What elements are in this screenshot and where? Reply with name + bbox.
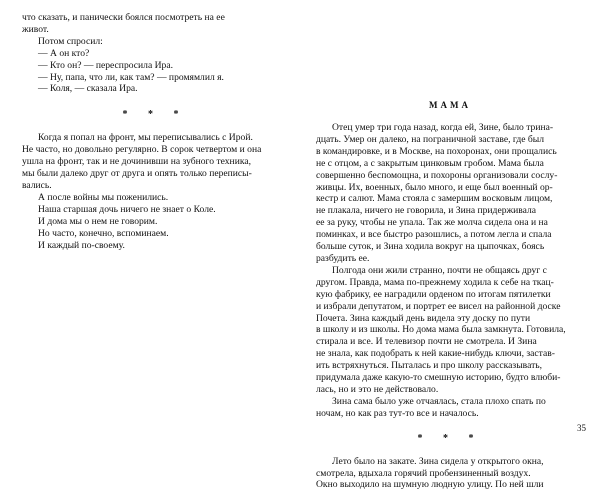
text-line: вались. (22, 179, 52, 191)
dialogue-line: — Кто он? — переспросила Ира. (38, 59, 173, 71)
left-page (0, 0, 300, 443)
text-line: разбудить ее. (316, 252, 370, 264)
text-line: стирала и все. И телевизор почти не смотрела. И Зина (316, 336, 537, 348)
section-separator: * * * (417, 432, 483, 444)
text-line: и избрали депутатом, и портрет ее висел на районной доске (316, 300, 561, 312)
text-line: Почета. Зина каждый день видела эту доску по пути (316, 312, 531, 324)
text-line: Не часто, но довольно регулярно. В сорок четвертом и она (22, 144, 262, 156)
text-line: другом. Правда, мама по-прежнему ходила к себе на ткац- (316, 276, 554, 288)
text-line: в школу и из школы. Но дома мама была замкнута. Готовила, (316, 324, 566, 336)
dialogue-line: — А он кто? (38, 47, 90, 59)
text-line: Но часто, конечно, вспоминаем. (38, 227, 169, 239)
text-line: Наша старшая дочь ничего не знает о Коле. (38, 203, 216, 215)
text-line: ее за руку, чтобы не упала. Так же молча сидела она и на (316, 217, 548, 229)
text-line: Отец умер три года назад, когда ей, Зине, было трина- (332, 122, 554, 133)
text-line: в командировке, и в Москве, на похоронах, они прощались (316, 145, 557, 157)
text-line: поминках, и все быстро разошлись, а потом легла и спала (316, 229, 552, 241)
text-line: совершенно беспомощна, и похороны организовали сослу- (316, 169, 558, 181)
dialogue-line: — Ну, папа, что ли, как там? — промямлил я. (38, 71, 224, 83)
text-line: смотрела, вдыхала горячий пробензиненный воздух. (316, 467, 531, 479)
chapter-title: МАМА (429, 100, 471, 110)
text-line: что сказать, и панически боялся посмотреть на ее (22, 12, 225, 23)
text-line: ить встряхнуться. Пыталась и про школу рассказывать, (316, 360, 543, 372)
section-separator: * * * (122, 109, 188, 121)
text-line: мы были далеко друг от друга и опять только переписы- (22, 168, 252, 180)
text-line: ушла на фронт, так и не дочинивши на зубного техника, (22, 156, 252, 168)
text-line: кую фабрику, ее наградили орденом по итогам пятилетки (316, 288, 551, 300)
text-line: не плакала, ничего не говорила, и Зина придерживала (316, 205, 537, 217)
text-line: Лето было на закате. Зина сидела у открытого окна, (332, 455, 544, 467)
text-line: дцать. Умер он далеко, на пограничной заставе, где был (316, 133, 545, 145)
text-line: Потом спросил: (38, 35, 103, 47)
text-line: больше суток, и Зина ходила вокруг на цыпочках, боясь (316, 241, 545, 253)
text-line: ночам, но как раз тут-то все и началось. (316, 407, 479, 419)
text-line: лась, но и это не действовало. (316, 383, 439, 395)
page-number: 35 (577, 423, 586, 433)
text-line: живцы. Их, военных, было много, и еще был военный ор- (316, 181, 553, 193)
right-page (300, 0, 600, 491)
text-line: не знала, как подобрать к ней какие-нибудь ключи, застав- (316, 348, 555, 360)
text-line: И каждый по-своему. (38, 239, 125, 251)
text-line: не с отцом, а с закрытым цинковым гробом. Мама была (316, 157, 544, 169)
text-line: Зина сама было уже отчаялась, стала плохо спать по (332, 395, 546, 407)
text-line: Окно выходило на шумную людную улицу. По ней шли (316, 479, 544, 491)
text-line: живот. (22, 23, 49, 35)
text-line: И дома мы о нем не говорим. (38, 215, 158, 227)
text-line: А после войны мы поженились. (38, 191, 169, 203)
text-line: кестр и салют. Мама стояла с замершим восковым лицом, (316, 193, 553, 205)
text-line: придумала даже какую-то смешную историю, будто влюби- (316, 372, 561, 384)
dialogue-line: — Коля, — сказала Ира. (38, 83, 138, 95)
text-line: Полгода они жили странно, почти не общаясь друг с (332, 264, 547, 276)
text-line: Когда я попал на фронт, мы переписывались с Ирой. (38, 132, 253, 144)
